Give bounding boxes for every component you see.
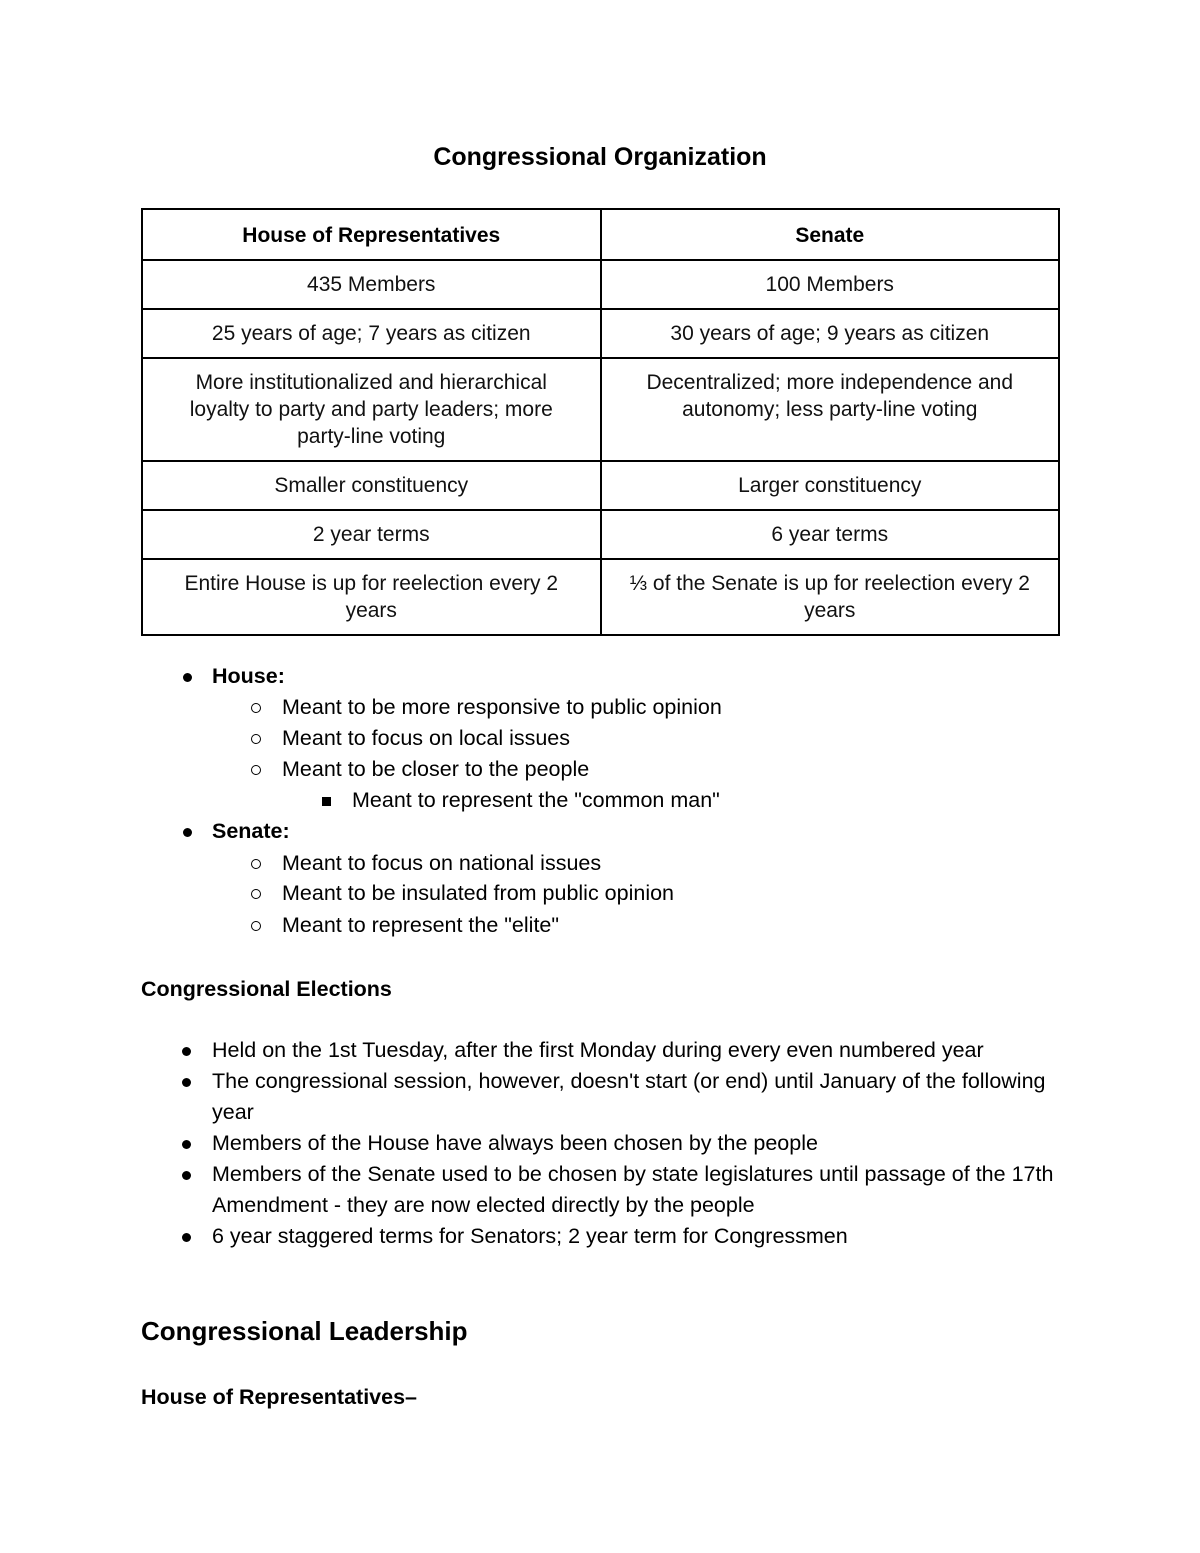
table-row <box>142 461 1059 510</box>
house-note: Meant to be closer to the people <box>282 757 590 781</box>
table-header-row <box>142 209 1059 260</box>
table-cell-house: Smaller constituency <box>142 461 601 510</box>
table-cell-house: 25 years of age; 7 years as citizen <box>142 309 601 358</box>
elections-list <box>177 1035 1067 1252</box>
list-item <box>177 1128 1067 1159</box>
senate-note: Meant to represent the "elite" <box>282 913 560 937</box>
bullet-icon <box>177 1159 195 1190</box>
bullet-icon <box>177 1221 195 1252</box>
circle-bullet-icon <box>246 692 266 723</box>
table-row <box>142 358 1059 461</box>
list-item <box>177 1035 1067 1066</box>
senate-label: Senate: <box>212 819 290 843</box>
table-cell-senate: 100 Members <box>601 260 1060 309</box>
leadership-heading: Congressional Leadership <box>141 1316 468 1346</box>
square-bullet-icon <box>316 785 336 816</box>
circle-bullet-icon <box>246 878 266 909</box>
election-fact: 6 year staggered terms for Senators; 2 year term for Congressmen <box>212 1224 848 1248</box>
list-item <box>177 1221 1067 1252</box>
table-cell-house: More institutionalized and hierarchical loyalty to party and party leaders; more party-line voting <box>142 358 601 461</box>
table-cell-house: 435 Members <box>142 260 601 309</box>
elections-heading: Congressional Elections <box>141 977 392 1001</box>
leadership-subheading: House of Representatives– <box>141 1385 418 1409</box>
house-label: House: <box>212 664 285 688</box>
table-row <box>142 309 1059 358</box>
comparison-table <box>141 208 1060 636</box>
column-header-senate: Senate <box>601 209 1060 260</box>
table-cell-senate: 30 years of age; 9 years as citizen <box>601 309 1060 358</box>
house-note: Meant to be more responsive to public opinion <box>282 695 722 719</box>
bullet-icon <box>177 661 197 692</box>
election-fact: Members of the House have always been chosen by the people <box>212 1131 818 1155</box>
circle-bullet-icon <box>246 754 266 785</box>
circle-bullet-icon <box>246 723 266 754</box>
table-cell-senate: 6 year terms <box>601 510 1060 559</box>
house-subnote: Meant to represent the "common man" <box>352 788 720 812</box>
election-fact: Held on the 1st Tuesday, after the first Monday during every even numbered year <box>212 1038 984 1062</box>
list-item <box>177 1066 1067 1128</box>
bullet-icon <box>177 816 197 847</box>
list-item <box>177 1159 1067 1221</box>
circle-bullet-icon <box>246 910 266 941</box>
circle-bullet-icon <box>246 848 266 879</box>
table-cell-senate: Decentralized; more independence and autonomy; less party-line voting <box>601 358 1060 461</box>
senate-note: Meant to be insulated from public opinion <box>282 881 675 905</box>
senate-note: Meant to focus on national issues <box>282 851 602 875</box>
table-cell-house: 2 year terms <box>142 510 601 559</box>
bullet-icon <box>177 1066 195 1097</box>
election-fact: The congressional session, however, doesn't start (or end) until January of the following year <box>212 1069 1046 1124</box>
table-cell-senate: ⅓ of the Senate is up for reelection every 2 years <box>601 559 1060 635</box>
table-cell-senate: Larger constituency <box>601 461 1060 510</box>
table-row <box>142 510 1059 559</box>
bullet-icon <box>177 1035 195 1066</box>
bullet-icon <box>177 1128 195 1159</box>
column-header-house: House of Representatives <box>142 209 601 260</box>
page-title: Congressional Organization <box>433 143 767 171</box>
table-row <box>142 559 1059 635</box>
election-fact: Members of the Senate used to be chosen by state legislatures until passage of the 17th Amendment - they are now elected directly by the people <box>212 1162 1054 1217</box>
table-row <box>142 260 1059 309</box>
table-cell-house: Entire House is up for reelection every 2 years <box>142 559 601 635</box>
house-note: Meant to focus on local issues <box>282 726 571 750</box>
